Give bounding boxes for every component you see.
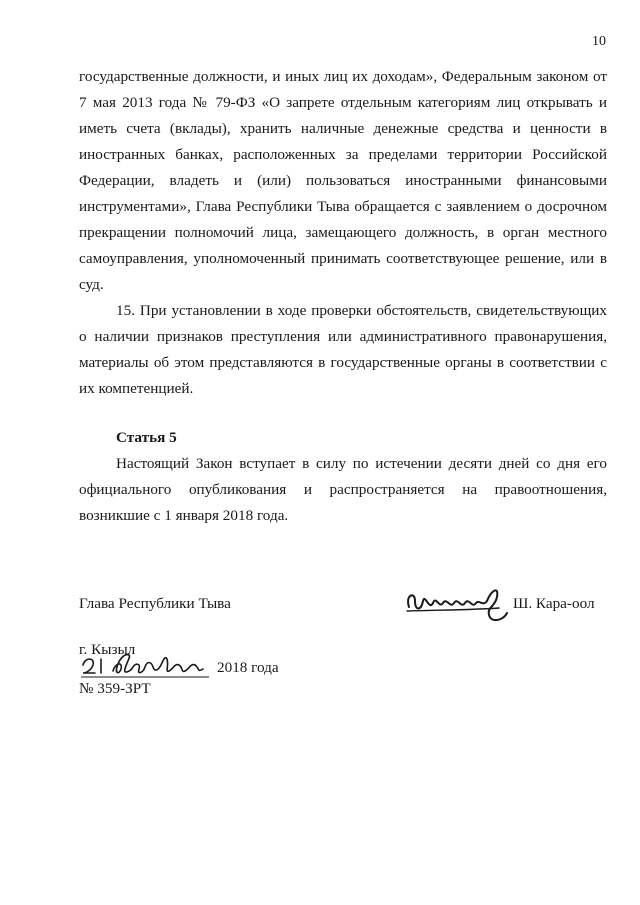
text-line: о наличии признаков преступления или административного правонарушения, — [79, 328, 607, 345]
place-of-signing: г. Кызыл — [79, 641, 136, 658]
text-line: Федерации, владеть и (или) пользоваться иностранными финансовыми — [79, 172, 607, 189]
signatory-name: Ш. Кара-оол — [513, 595, 595, 612]
article-title: Статья 5 — [116, 429, 177, 446]
body-text — [79, 64, 607, 402]
text-line: возникшие с 1 января 2018 года. — [79, 507, 289, 524]
text-line: материалы об этом представляются в государственные органы в соответствии с — [79, 354, 607, 371]
text-line: иностранных банках, расположенных за пределами территории Российской — [79, 146, 607, 163]
date-year: 2018 года — [217, 659, 279, 676]
signatory-position: Глава Республики Тыва — [79, 595, 231, 612]
handwritten-signature — [403, 577, 521, 625]
text-line: Настоящий Закон вступает в силу по истечении десяти дней со дня его — [116, 455, 607, 472]
text-line: иметь счета (вклады), хранить наличные денежные средства и ценности в — [79, 120, 607, 137]
handwritten-date — [79, 647, 219, 681]
text-line: 7 мая 2013 года № 79-ФЗ «О запрете отдельным категориям лиц открывать и — [79, 94, 607, 111]
text-line: самоуправления, уполномоченный принимать соответствующее решение, или в — [79, 250, 607, 267]
page-number: 10 — [592, 34, 606, 49]
text-line: суд. — [79, 276, 104, 293]
text-line: официального опубликования и распространяется на правоотношения, — [79, 481, 607, 498]
text-line: инструментами», Глава Республики Тыва обращается с заявлением о досрочном — [79, 198, 607, 215]
text-line: прекращении полномочий лица, замещающего должность, в орган местного — [79, 224, 607, 241]
text-line: их компетенцией. — [79, 380, 194, 397]
law-number: № 359-ЗРТ — [79, 680, 151, 697]
text-line: государственные должности, и иных лиц их доходам», Федеральным законом от — [79, 68, 607, 85]
signing-date — [79, 659, 299, 681]
article-heading — [116, 425, 607, 451]
article-text — [79, 451, 607, 529]
text-line: 15. При установлении в ходе проверки обстоятельств, свидетельствующих — [116, 302, 607, 319]
